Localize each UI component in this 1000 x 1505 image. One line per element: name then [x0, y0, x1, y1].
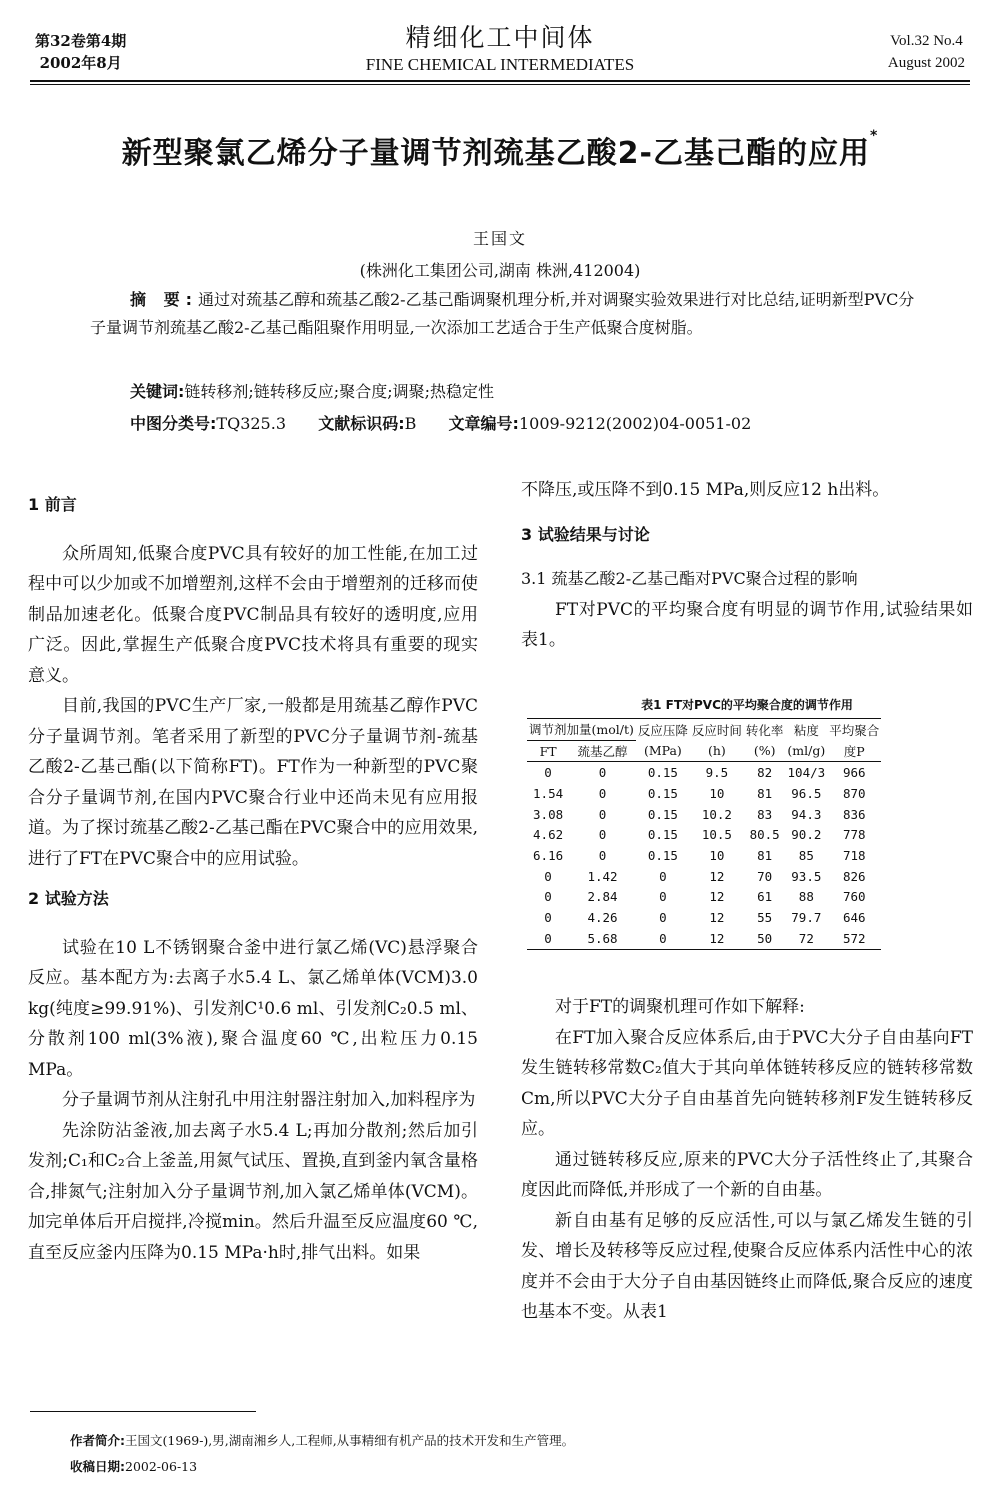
table-header-cell: 度P	[827, 740, 881, 762]
continued-text: 不降压,或压降不到0.15 MPa,则反应12 h出料。	[521, 480, 890, 500]
table-row	[527, 845, 881, 866]
section-1-paragraph: 众所周知,低聚合度PVC具有较好的加工性能,在加工过程中可以少加或不加增塑剂,这样不会由于增塑剂的迁移而使制品加速老化。低聚合度PVC制品具有较好的透明度,应用广泛。因此,掌握生产低聚合度PVC技术将具有重要的现实意义。	[28, 543, 478, 686]
table-cell: 70	[757, 868, 773, 884]
table-cell: 4.26	[587, 910, 618, 926]
table-cell: 836	[842, 806, 866, 822]
received-date-value: 2002-06-13	[125, 1459, 198, 1474]
right-column-lower	[521, 992, 973, 1328]
table-cell: 93.5	[791, 868, 822, 884]
section-3-1-heading: 3.1 巯基乙酸2-乙基己酯对PVC聚合过程的影响	[521, 569, 858, 588]
table-cell: 778	[842, 827, 866, 843]
discussion-paragraph: 通过链转移反应,原来的PVC大分子活性终止了,其聚合度因此而降低,并形成了一个新的自由基。	[521, 1149, 973, 1200]
table-row	[527, 824, 881, 845]
table-header-cell: 反应时间	[690, 719, 744, 741]
classification	[130, 410, 950, 438]
table-header-cell: (ml/g)	[785, 740, 827, 762]
article-no-label: 文章编号:	[448, 414, 519, 433]
table-cell: 0	[598, 847, 607, 863]
table-header-cell: (%)	[744, 740, 786, 762]
table-cell: 0	[544, 889, 552, 905]
table-cell: 0.15	[647, 785, 678, 801]
table-cell: 0	[598, 765, 607, 781]
author-bio-text: 王国文(1969-),男,湖南湘乡人,工程师,从事精细有机产品的技术开发和生产管理。	[125, 1433, 575, 1448]
article-no-value: 1009-9212(2002)04-0051-02	[518, 414, 752, 433]
table-cell: 4.62	[533, 827, 564, 843]
table-cell: 0	[598, 827, 607, 843]
table-cell: 83	[757, 806, 773, 822]
table-header-cell: 粘度	[785, 719, 827, 741]
table-header-cell: FT	[527, 740, 569, 762]
journal-title-en: FINE CHEMICAL INTERMEDIATES	[365, 55, 635, 74]
discussion-paragraph: 对于FT的调聚机理可作如下解释:	[555, 997, 805, 1017]
table-header-cell: 巯基乙醇	[569, 740, 636, 762]
table-cell: 760	[842, 889, 866, 905]
issue-volume: 第32卷第4期	[35, 32, 127, 50]
author-bio	[70, 1428, 574, 1454]
table-cell: 718	[842, 847, 866, 863]
table-cell: 6.16	[533, 847, 564, 863]
abstract-label: 摘 要:	[130, 290, 198, 309]
footnote-rule	[30, 1411, 256, 1412]
section-3-1-paragraph: FT对PVC的平均聚合度有明显的调节作用,试验结果如表1。	[521, 599, 973, 650]
abstract	[90, 286, 930, 342]
table-header-cell: 转化率	[744, 719, 786, 741]
title-footnote-mark: *	[870, 128, 879, 144]
table-cell: 96.5	[791, 785, 822, 801]
abstract-text: 通过对巯基乙醇和巯基乙酸2-乙基己酯调聚机理分析,并对调聚实验效果进行对比总结,证明新型PVC分子量调节剂巯基乙酸2-乙基己酯阻聚作用明显,一次添加工艺适合于生产低聚合度树脂。	[90, 290, 915, 337]
table-cell: 2.84	[587, 889, 618, 905]
table-cell: 10	[709, 847, 725, 863]
table-cell: 870	[842, 785, 866, 801]
table-cell: 0.15	[647, 847, 678, 863]
section-2-paragraph: 先涂防沾釜液,加去离子水5.4 L;再加分散剂;然后加引发剂;C₁和C₂合上釜盖,用氮气试压、置换,直到釜内氧含量格合,排氮气;注射加入分子量调节剂,加入氯乙烯单体(VCM)。加完单体后开启搅拌,冷搅min。然后升温至反应温度60 ℃,直至反应釜内压降为0.15 MPa·h时,排气出料。如果	[28, 1120, 478, 1263]
keywords-label: 关键词:	[130, 382, 185, 401]
table-header-cell: 反应压降	[636, 719, 690, 741]
table-cell: 81	[757, 847, 773, 863]
table-cell: 1.54	[533, 785, 564, 801]
journal-title	[300, 22, 700, 76]
issue-date-en: August 2002	[887, 55, 965, 71]
table-1	[527, 718, 881, 950]
table-cell: 80.5	[749, 827, 780, 843]
table-header-cell: 调节剂加量(mol/t)	[527, 719, 636, 741]
affiliation: (株洲化工集团公司,湖南 株洲,412004)	[359, 261, 641, 280]
paper-title-text: 新型聚氯乙烯分子量调节剂巯基乙酸2-乙基己酯的应用	[121, 136, 870, 171]
table-cell: 88	[798, 889, 814, 905]
footnote	[70, 1428, 574, 1480]
author: 王国文	[472, 229, 527, 248]
keywords-text: 链转移剂;链转移反应;聚合度;调聚;热稳定性	[184, 382, 494, 401]
right-column	[521, 475, 973, 656]
table-cell: 50	[744, 928, 786, 949]
issue-volume-en: Vol.32 No.4	[890, 33, 963, 49]
table-cell: 0.15	[647, 806, 678, 822]
table-cell: 0	[598, 806, 607, 822]
table-header-cell: (MPa)	[636, 740, 690, 762]
issue-date: 2002年8月	[39, 54, 122, 72]
header-rule-thin	[30, 84, 970, 85]
table-cell: 85	[798, 847, 814, 863]
table-cell: 0	[659, 910, 667, 926]
table-caption: 表1 FT对PVC的平均聚合度的调节作用	[641, 698, 853, 712]
table-cell: 82	[757, 765, 773, 781]
table-row	[527, 887, 881, 908]
journal-title-cn: 精细化工中间体	[405, 23, 595, 52]
data-table	[527, 718, 881, 950]
table-cell: 1.42	[587, 868, 618, 884]
table-cell: 12	[709, 868, 725, 884]
table-cell: 572	[827, 928, 881, 949]
table-cell: 12	[709, 889, 725, 905]
table-cell: 3.08	[533, 806, 564, 822]
journal-issue	[35, 30, 126, 74]
table-cell: 0	[598, 785, 607, 801]
table-cell: 81	[757, 785, 773, 801]
table-cell: 94.3	[791, 806, 822, 822]
discussion-paragraph: 新自由基有足够的反应活性,可以与氯乙烯发生链的引发、增长及转移等反应过程,使聚合反应体系内活性中心的浓度并不会由于大分子自由基因链终止而降低,聚合反应的速度也基本不变。从表1	[521, 1210, 973, 1322]
table-cell: 12	[709, 910, 725, 926]
author-bio-label: 作者简介:	[70, 1433, 125, 1448]
table-cell: 0	[636, 928, 690, 949]
table-row	[527, 928, 881, 949]
received-date	[70, 1454, 574, 1480]
clc-label: 中图分类号:	[130, 414, 217, 433]
section-2-paragraph: 分子量调节剂从注射孔中用注射器注射加入,加料程序为	[62, 1090, 476, 1110]
table-row	[527, 907, 881, 928]
table-row	[527, 866, 881, 887]
doc-code-label: 文献标识码:	[318, 414, 405, 433]
left-column	[28, 490, 478, 1268]
table-cell: 79.7	[791, 910, 822, 926]
table-cell: 72	[785, 928, 827, 949]
table-header-row	[527, 719, 881, 741]
table-header-cell: 平均聚合	[827, 719, 881, 741]
table-header-row	[527, 740, 881, 762]
table-cell: 10.2	[701, 806, 732, 822]
table-cell: 104/3	[787, 765, 826, 781]
table-row	[527, 783, 881, 804]
table-cell: 826	[842, 868, 866, 884]
table-cell: 0	[544, 868, 552, 884]
table-cell: 0.15	[647, 765, 678, 781]
journal-issue-en	[888, 30, 965, 74]
table-cell: 9.5	[705, 765, 729, 781]
section-1-heading: 1 前言	[28, 495, 77, 514]
header-rule	[30, 80, 970, 82]
table-cell: 5.68	[569, 928, 636, 949]
keywords	[130, 378, 950, 406]
table-cell: 0	[659, 868, 667, 884]
table-cell: 646	[842, 910, 866, 926]
doc-code-value: B	[404, 414, 417, 433]
table-cell: 55	[757, 910, 773, 926]
clc-value: TQ325.3	[216, 414, 286, 433]
table-cell: 0	[527, 928, 569, 949]
table-cell: 0	[544, 910, 552, 926]
section-3-heading: 3 试验结果与讨论	[521, 524, 650, 544]
table-cell: 966	[842, 765, 866, 781]
table-row	[527, 762, 881, 783]
received-date-label: 收稿日期:	[70, 1459, 125, 1474]
table-row	[527, 804, 881, 825]
section-2-paragraph: 试验在10 L不锈钢聚合釜中进行氯乙烯(VC)悬浮聚合反应。基本配方为:去离子水5.4 L、氯乙烯单体(VCM)3.0 kg(纯度≥99.91%)、引发剂C¹0.6 ml、引发剂C₂0.5 ml、分散剂100 ml(3%液),聚合温度60 ℃,出粒压力0.15 MPa。	[28, 937, 478, 1080]
table-cell: 10.5	[701, 827, 732, 843]
table-cell: 0	[659, 889, 667, 905]
table-cell: 12	[690, 928, 744, 949]
discussion-paragraph: 在FT加入聚合反应体系后,由于PVC大分子自由基向FT发生链转移常数C₂值大于其向单体链转移反应的链转移常数Cm,所以PVC大分子自由基首先向链转移剂F发生链转移反应。	[521, 1027, 973, 1139]
table-header-cell: (h)	[690, 740, 744, 762]
table-cell: 10	[709, 785, 725, 801]
table-cell: 0	[544, 765, 552, 781]
section-1-paragraph: 目前,我国的PVC生产厂家,一般都是用巯基乙醇作PVC分子量调节剂。笔者采用了新型的PVC分子量调节剂-巯基乙酸2-乙基己酯(以下简称FT)。FT作为一种新型的PVC聚合分子量调节剂,在国内PVC聚合行业中还尚未见有应用报道。为了探讨巯基乙酸2-乙基己酯在PVC聚合中的应用效果,进行了FT在PVC聚合中的应用试验。	[28, 696, 478, 869]
paper-title	[0, 128, 1000, 172]
table-cell: 90.2	[791, 827, 822, 843]
table-cell: 0.15	[647, 827, 678, 843]
table-cell: 61	[757, 889, 773, 905]
section-2-heading: 2 试验方法	[28, 889, 109, 908]
